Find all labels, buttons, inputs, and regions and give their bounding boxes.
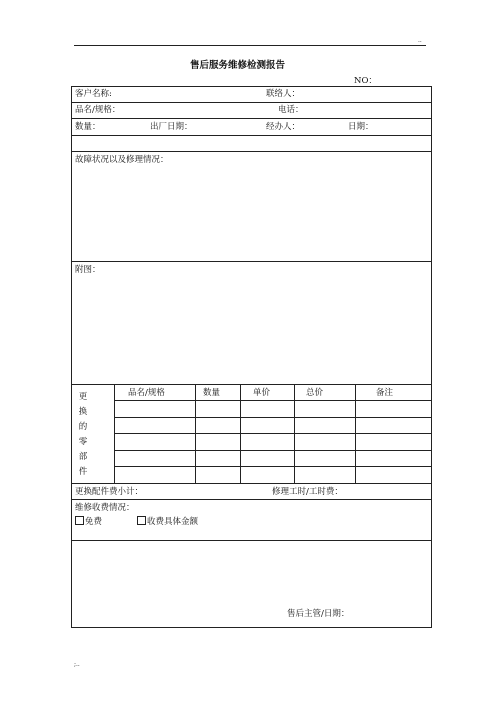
parts-row-divider [114, 400, 432, 401]
parts-side-char: 换 [78, 407, 88, 417]
fault-label: 故障状况以及修理情况： [75, 155, 169, 165]
parts-column-header: 备注 [376, 388, 394, 398]
supervisor-signoff-label: 售后主管/日期： [287, 609, 350, 619]
table-top-border [71, 86, 432, 87]
footer-mark: ;.. [74, 661, 80, 668]
parts-column-header: 数量 [203, 388, 221, 398]
quantity-label: 数量： [75, 122, 101, 132]
date-label: 日期： [348, 122, 374, 132]
table-bottom-border [71, 627, 432, 628]
parts-row-divider [114, 466, 432, 467]
parts-row-divider [114, 417, 432, 418]
attachment-label: 附图： [75, 265, 101, 275]
header-rule [74, 45, 426, 46]
row-divider [71, 118, 432, 119]
factory-date-label: 出厂日期： [150, 122, 193, 132]
row-divider [71, 483, 432, 484]
parts-side-char: 零 [78, 437, 88, 447]
charges-label: 维修收费情况： [75, 503, 135, 513]
paid-option-label: 收费具体金额 [147, 517, 199, 527]
contact-label: 联络人： [266, 89, 301, 99]
page-title: 售后服务维修检测报告 [190, 60, 286, 71]
paid-checkbox[interactable] [137, 516, 146, 525]
parts-side-char: 件 [78, 467, 88, 477]
row-divider [71, 261, 432, 262]
free-checkbox[interactable] [75, 516, 84, 525]
row-divider [71, 499, 432, 500]
table-right-border [431, 86, 432, 627]
parts-side-char: 的 [78, 422, 88, 432]
row-divider [71, 384, 432, 385]
phone-label: 电话： [278, 105, 304, 115]
parts-column-header: 总价 [306, 388, 324, 398]
parts-side-char: 更 [78, 392, 88, 402]
handler-label: 经办人： [266, 122, 301, 132]
parts-column-header: 品名/规格 [128, 388, 165, 398]
free-option-label: 免费 [85, 517, 103, 527]
header-mark: .. [418, 37, 422, 44]
parts-row-divider [114, 433, 432, 434]
report-number-label: NO： [354, 76, 377, 86]
row-divider [71, 102, 432, 103]
parts-fee-label: 更换配件费小计： [75, 487, 144, 497]
parts-column-header: 单价 [253, 388, 271, 398]
parts-row-divider [114, 450, 432, 451]
row-divider [71, 135, 432, 136]
free-option [75, 516, 102, 527]
parts-side-label [78, 390, 88, 480]
row-divider [71, 151, 432, 152]
row-divider [71, 540, 432, 541]
customer-name-label: 客户名称: [75, 89, 112, 99]
table-left-border [71, 86, 72, 627]
paid-option [137, 516, 198, 527]
product-spec-label: 品名/规格： [75, 105, 121, 115]
labor-fee-label: 修理工时/工时费： [272, 487, 343, 497]
parts-side-char: 部 [78, 452, 88, 462]
